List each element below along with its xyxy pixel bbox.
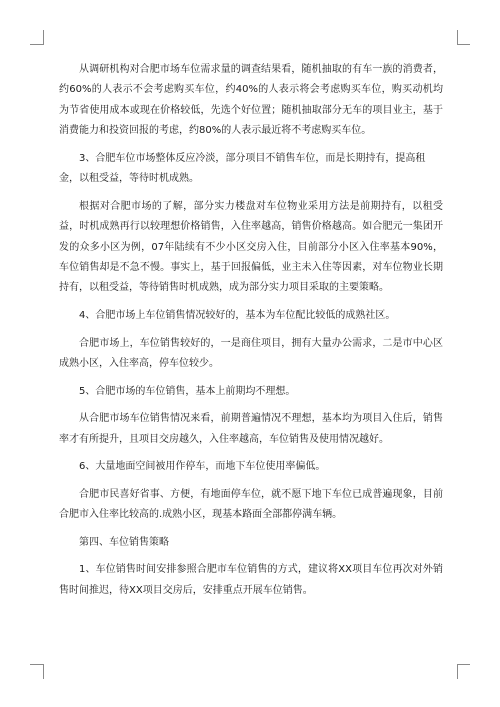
paragraph-early-sales: 从合肥市场车位销售情况来看，前期普遍情况不理想，基本均为项目入住后，销售率才有所提升，且项目交房越久，入住率越高，车位销售及使用情况越好。 [59,413,443,445]
paragraph-surface-parking: 合肥市民喜好省事、方便，有地面停车位，就不愿下地下车位已成普遍现象，目前合肥市入住率比较高的.成熟小区，现基本路面全部都停满车辆。 [59,488,443,521]
section-four-heading: 第四、车位销售策略 [79,536,169,548]
point-4-heading: 4、合肥市场上车位销售情况较好的，基本为车位配比较低的成熟社区。 [79,310,396,322]
paragraph-sales-timing: 1、车位销售时间安排参照合肥市车位销售的方式，建议将XX项目车位再次对外销售时间推迟，待XX项目交房后，安排重点开展车位销售。 [59,564,443,596]
crop-mark-bottom-left-v [43,664,44,679]
point-6-heading: 6、大量地面空间被用作停车，而地下车位使用率偏低。 [79,461,326,473]
crop-mark-top-right-v [457,30,458,45]
document-body [59,60,443,608]
crop-mark-top-left-h [30,44,43,45]
point-3-heading: 3、合肥车位市场整体反应冷淡，部分项目不销售车位，而是长期持有，提高租金，以租受益，等待时机成熟。 [59,152,426,185]
point-5-heading: 5、合肥市场的车位销售，基本上前期均不理想。 [79,385,296,397]
paragraph-survey-results: 从调研机构对合肥市场车位需求量的调查结果看，随机抽取的有车一族的消费者，约60%的人表示不会考虑购买车位，约40%的人表示将会考虑购买车位，购买动机均为节省使用成本或现在价格较低，先选个好位置；随机抽取部分无车的项目业主，基于消费能力和投资回报的考虑，约80%的人表示最近将不考虑购买车位。 [59,64,443,137]
paragraph-holding-strategy: 根据对合肥市场的了解，部分实力楼盘对车位物业采用方法是前期持有，以租受益，时机成熟再行以较理想价格销售，入住率越高，销售价格越高。如合肥元一集团开发的众多小区为例，07年陆续有不少小区交房入住，目前部分小区入住率基本90%，车位销售却是不急不慢。事实上，基于回报偏低，业主未入住等因素，对车位物业长期持有，以租受益，等待销售时机成熟，成为部分实力项目采取的主要策略。 [59,200,443,294]
crop-mark-top-left-v [43,30,44,45]
paragraph-good-sales: 合肥市场上，车位销售较好的，一是商住项目，拥有大量办公需求，二是市中心区成熟小区，入住率高，停车位较少。 [59,337,443,370]
crop-mark-bottom-right-h [457,664,470,665]
crop-mark-top-right-h [457,44,470,45]
crop-mark-bottom-right-v [457,664,458,679]
crop-mark-bottom-left-h [30,664,43,665]
